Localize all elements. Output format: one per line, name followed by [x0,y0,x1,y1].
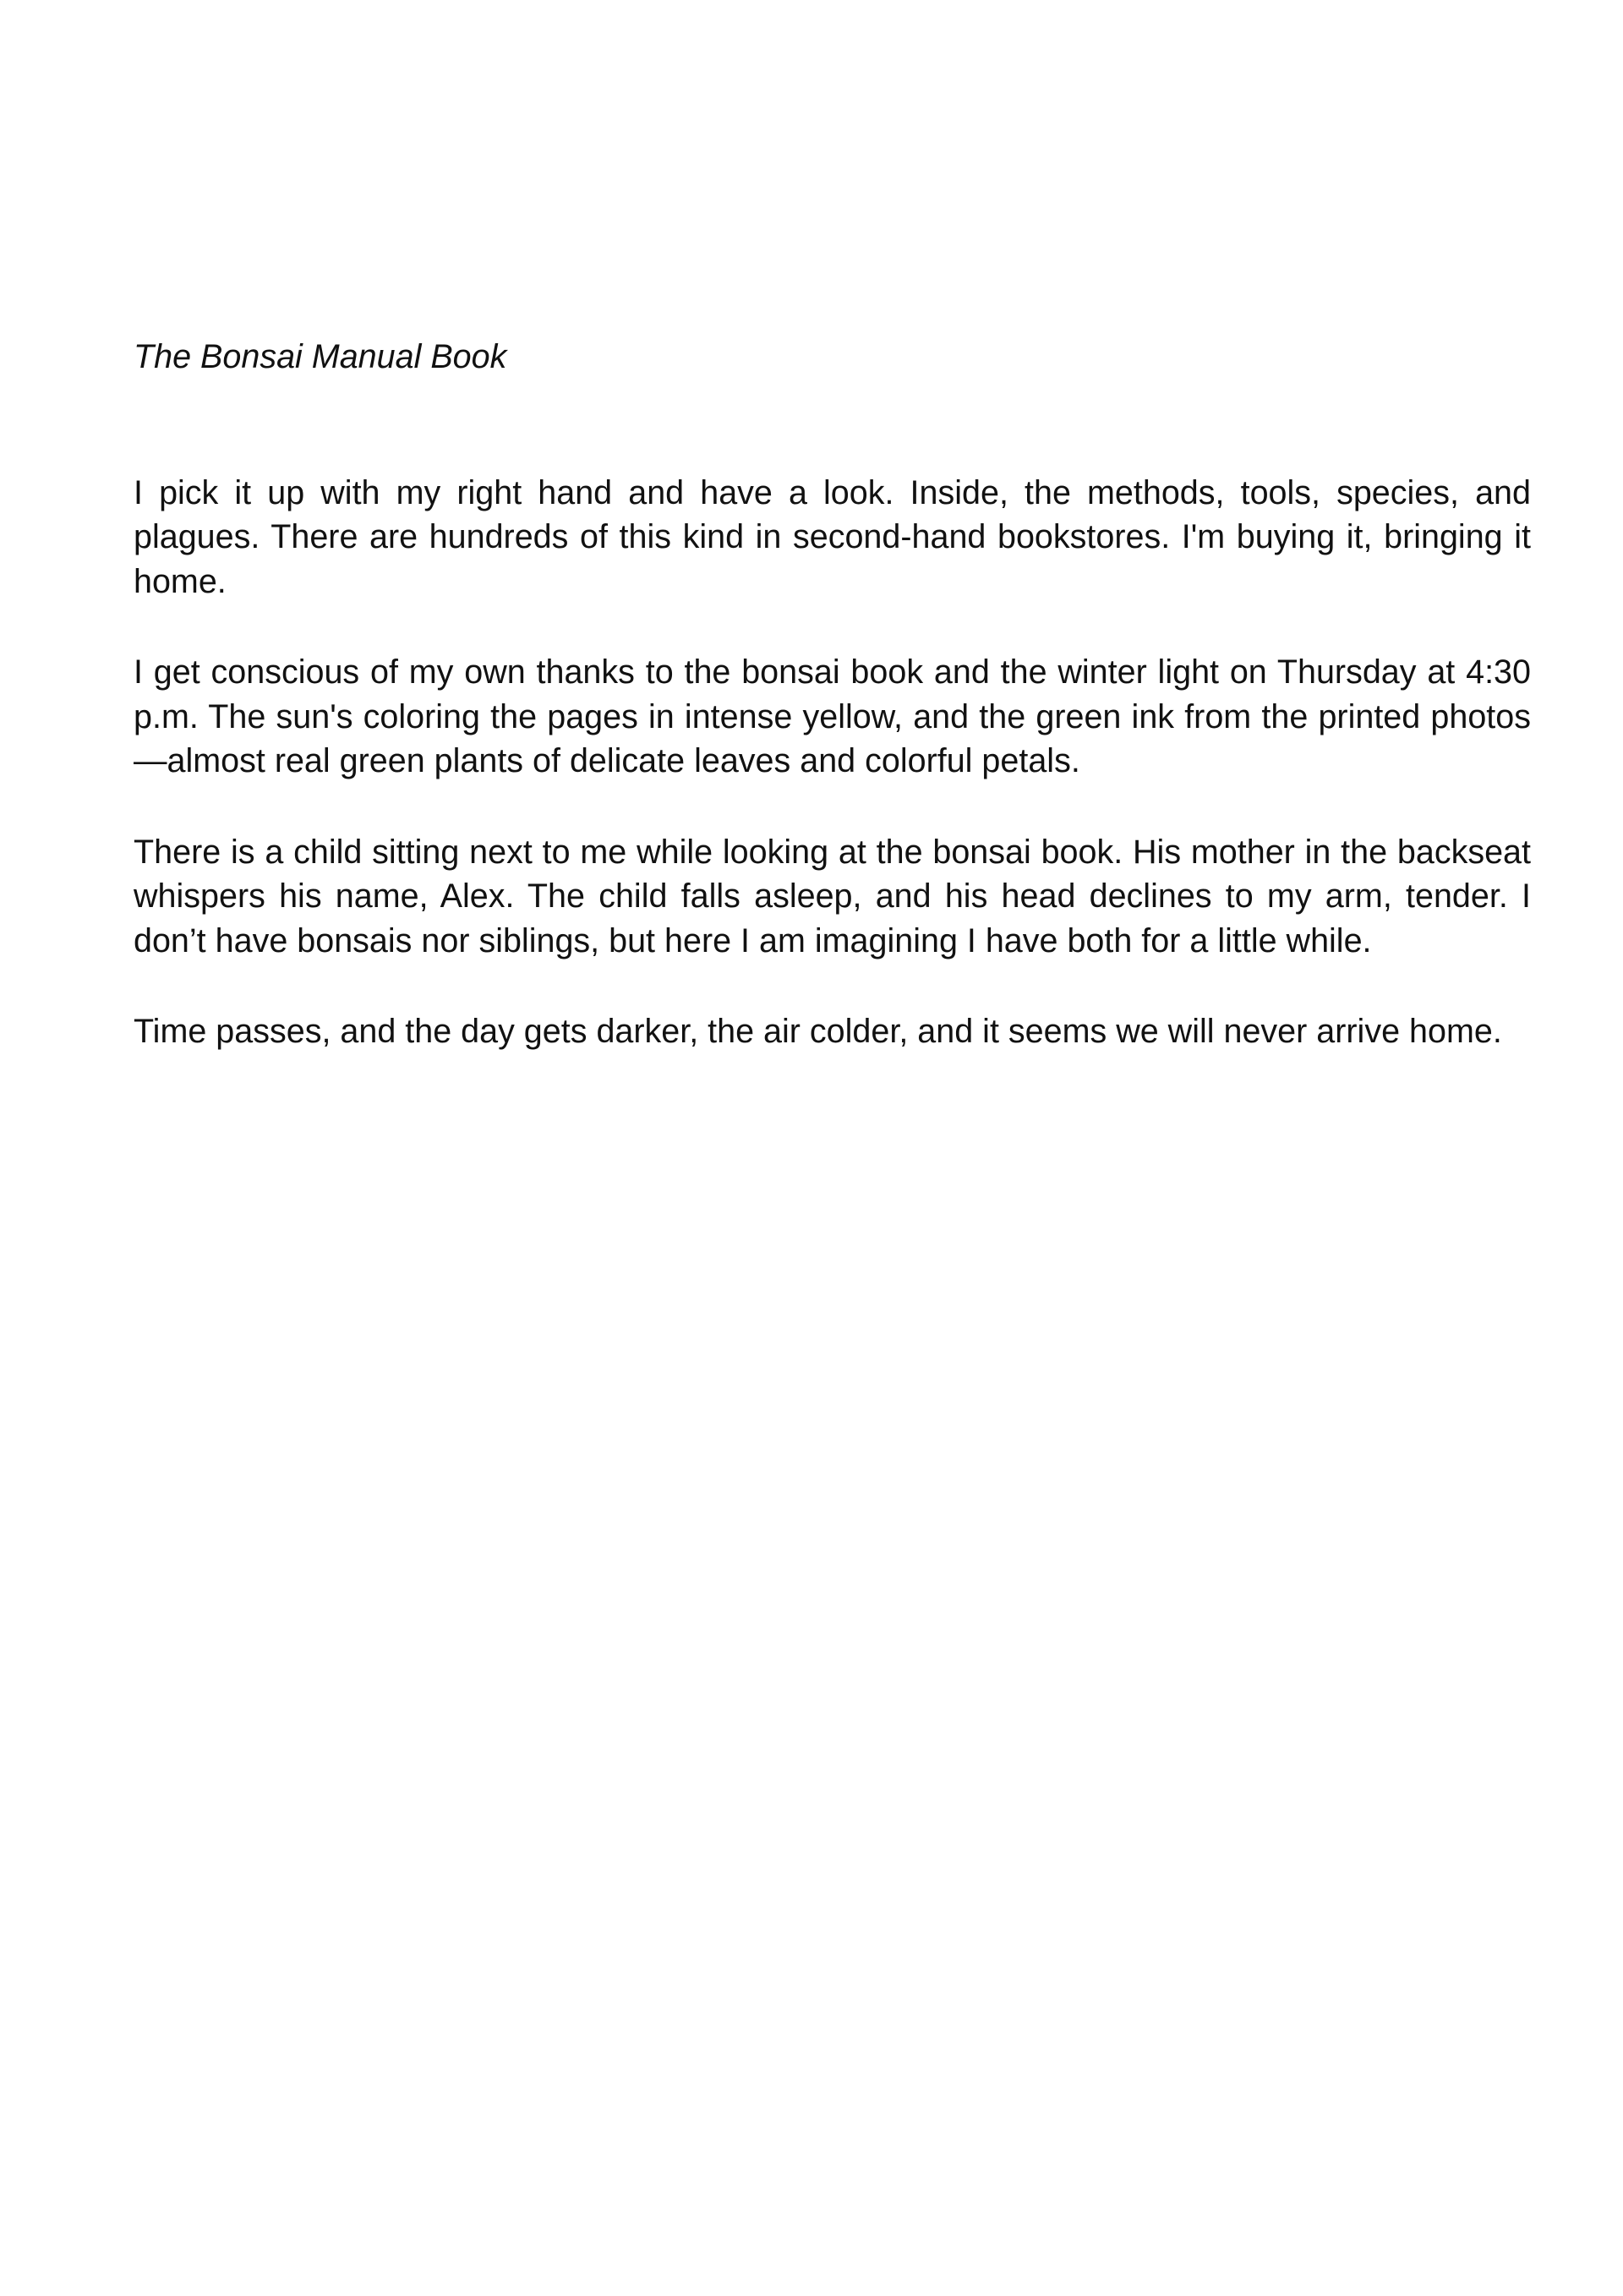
document-body [134,335,1531,1101]
paragraph: Time passes, and the day gets darker, the air colder, and it seems we will never arrive home. [134,1013,1502,1050]
document-title: The Bonsai Manual Book [134,338,507,375]
paragraph: I get conscious of my own thanks to the bonsai book and the winter light on Thursday at 4:30 p.m. The sun's coloring the pages in intense yellow, and the green ink from the printed photos—almost real green plants of delicate leaves and colorful petals. [134,653,1531,779]
paragraph: I pick it up with my right hand and have a look. Inside, the methods, tools, species, and plagues. There are hundreds of this kind in second-hand bookstores. I'm buying it, bringing it home. [134,473,1531,600]
paragraph: There is a child sitting next to me while looking at the bonsai book. His mother in the backseat whispers his name, Alex. The child falls asleep, and his head declines to my arm, tender. I don’t have bonsais nor siblings, but here I am imagining I have both for a little while. [134,833,1531,959]
